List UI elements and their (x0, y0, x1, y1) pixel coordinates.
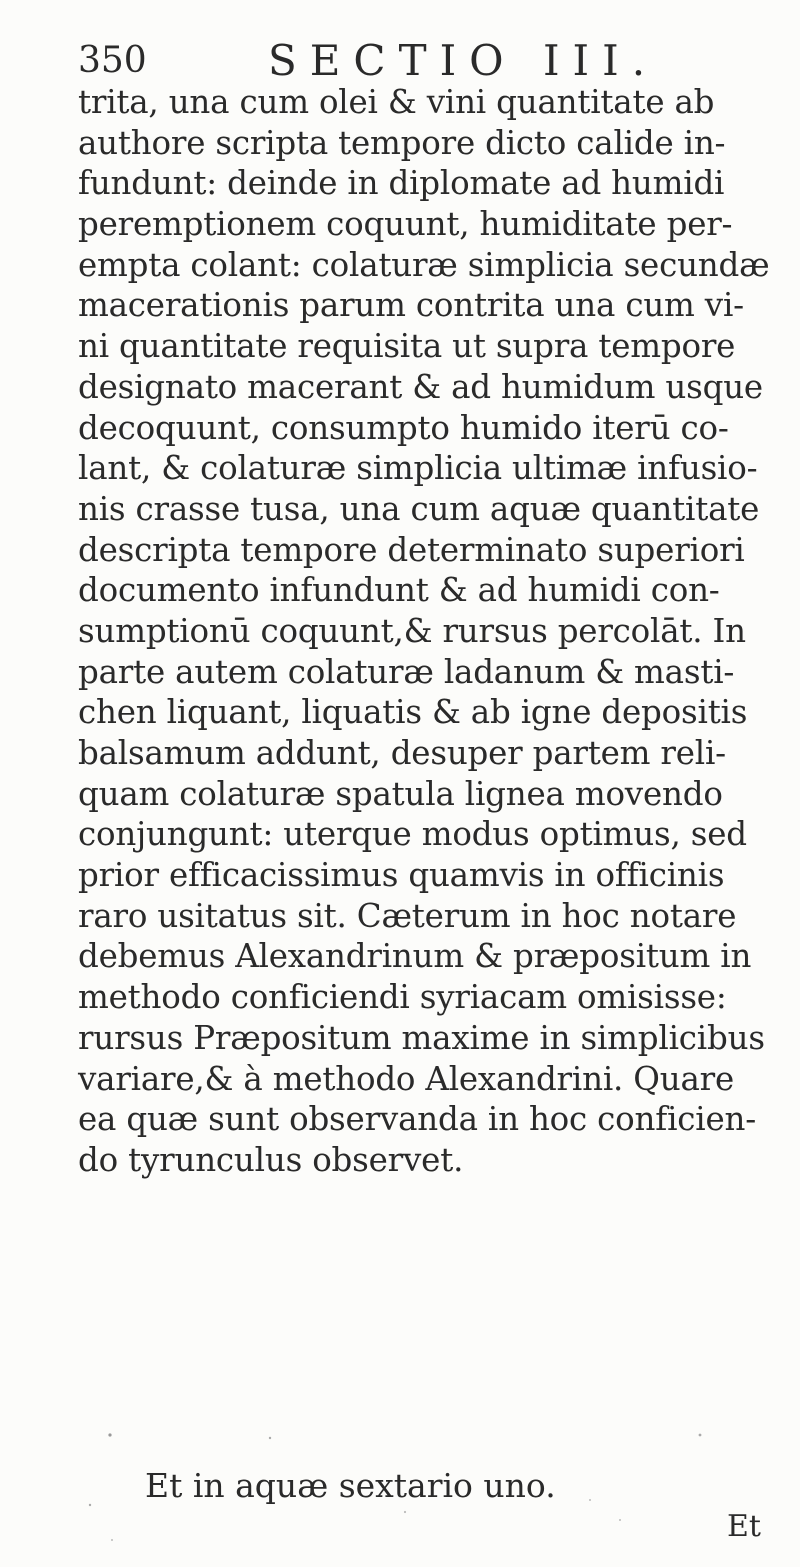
text-line: lant, & colaturæ simplicia ultimæ infusio- (78, 449, 758, 488)
text-line: empta colant: colaturæ simplicia secundæ (78, 245, 770, 284)
text-line: descripta tempore determinato superiori (78, 530, 745, 569)
text-line: do tyrunculus observet. (78, 1140, 464, 1179)
text-line: chen liquant, liquatis & ab igne depositis (78, 693, 748, 732)
text-line: documento infundunt & ad humidi con- (78, 571, 720, 610)
text-line: conjungunt: uterque modus optimus, sed (78, 815, 747, 854)
text-line: fundunt: deinde in diplomate ad humidi (78, 164, 725, 203)
text-line: parte autem colaturæ ladanum & masti- (78, 652, 735, 691)
text-line: sumptionū coquunt,& rursus percolāt. In (78, 611, 746, 650)
text-line: peremptionem coquunt, humiditate per- (78, 205, 733, 244)
text-line: nis crasse tusa, una cum aquæ quantitate (78, 489, 760, 528)
text-line: ea quæ sunt observanda in hoc conficien- (78, 1100, 757, 1139)
catchword: Et (727, 1509, 761, 1544)
page-header (78, 36, 718, 86)
ingredient-line: Et in aquæ sextario uno. (145, 1466, 556, 1505)
text-line: raro usitatus sit. Cæterum in hoc notare (78, 896, 737, 935)
running-head: SECTIO III. (268, 36, 659, 85)
text-line: rursus Præpositum maxime in simplicibus (78, 1018, 765, 1057)
text-line: quam colaturæ spatula lignea movendo (78, 774, 723, 813)
text-line: macerationis parum contrita una cum vi- (78, 286, 744, 325)
text-line: methodo conficiendi syriacam omisisse: (78, 978, 727, 1017)
text-line: trita, una cum olei & vini quantitate ab (78, 83, 715, 121)
body-text (78, 82, 768, 1181)
text-line: balsamum addunt, desuper partem reli- (78, 734, 726, 772)
text-line: prior efficacissimus quamvis in officinis (78, 856, 725, 895)
text-line: decoquunt, consumpto humido iterū co- (78, 408, 729, 447)
text-line: authore scripta tempore dicto calide in- (78, 123, 726, 162)
text-line: ni quantitate requisita ut supra tempore (78, 327, 736, 366)
text-line: debemus Alexandrinum & præpositum in (78, 937, 752, 976)
text-line: designato macerant & ad humidum usque (78, 367, 763, 406)
text-line: variare,& à methodo Alexandrini. Quare (78, 1059, 734, 1098)
page-number: 350 (78, 40, 147, 81)
